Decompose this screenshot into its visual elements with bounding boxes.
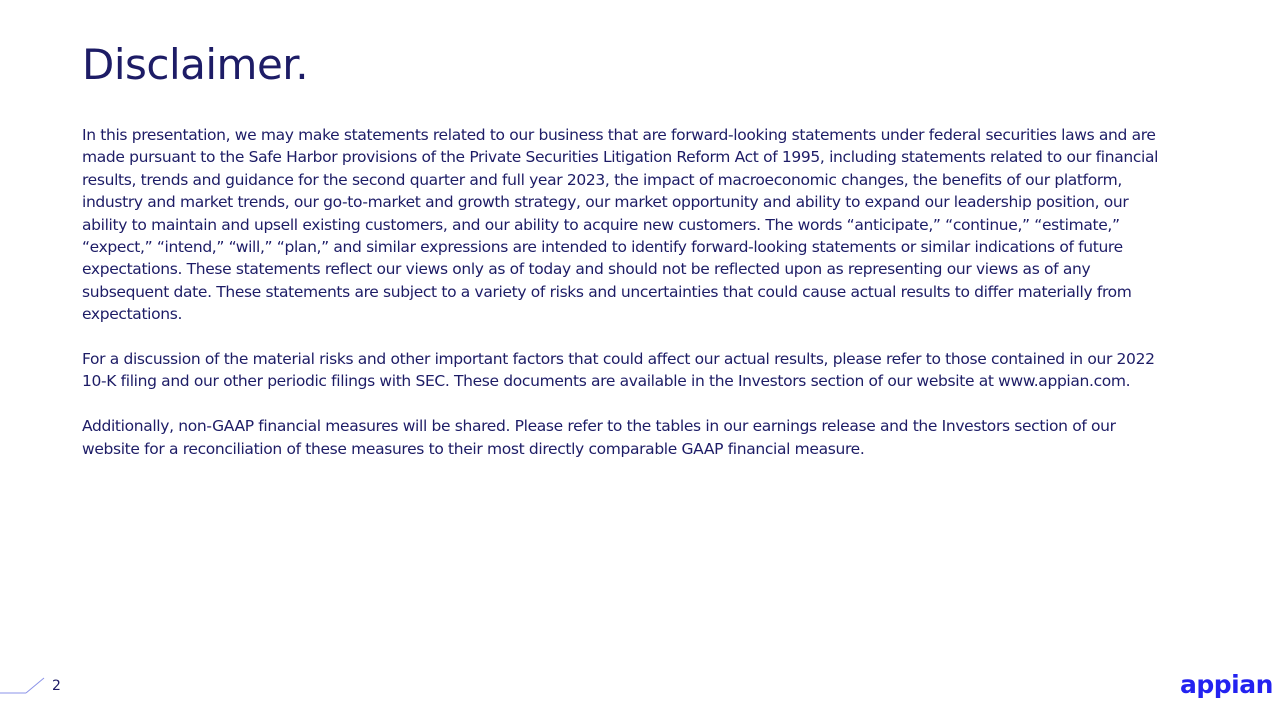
appian-logo: appian (1180, 670, 1273, 699)
slash-line-icon (0, 672, 48, 696)
slide-title: Disclaimer. (82, 40, 309, 89)
disclaimer-body (82, 124, 1172, 482)
paragraph-non-gaap: Additionally, non-GAAP financial measures will be shared. Please refer to the tables in our earnings release and the Investors section of our website for a reconciliation of these measures to their most directly comparable GAAP financial measure. (82, 417, 1116, 458)
paragraph-forward-looking: In this presentation, we may make statements related to our business that are forward-looking statements under federal securities laws and are made pursuant to the Safe Harbor provisions of the Private Securities Litigation Reform Act of 1995, including statements related to our financial results, trends and guidance for the second quarter and full year 2023, the impact of macroeconomic changes, the benefits of our platform, industry and market trends, our go-to-market and growth strategy, our market opportunity and ability to expand our leadership position, our ability to maintain and upsell existing customers, and our ability to acquire new customers. The words “anticipate,” “continue,” “estimate,” “expect,” “intend,” “will,” “plan,” and similar expressions are intended to identify forward-looking statements or similar indications of future expectations. These statements reflect our views only as of today and should not be reflected upon as representing our views as of any subsequent date. These statements are subject to a variety of risks and uncertainties that could cause actual results to differ materially from expectations. (82, 126, 1159, 324)
page-number: 2 (52, 678, 61, 694)
paragraph-risk-factors: For a discussion of the material risks and other important factors that could affect our actual results, please refer to those contained in our 2022 10-K filing and our other periodic filings with SEC. These documents are available in the Investors section of our website at www.appian.com. (82, 350, 1155, 391)
